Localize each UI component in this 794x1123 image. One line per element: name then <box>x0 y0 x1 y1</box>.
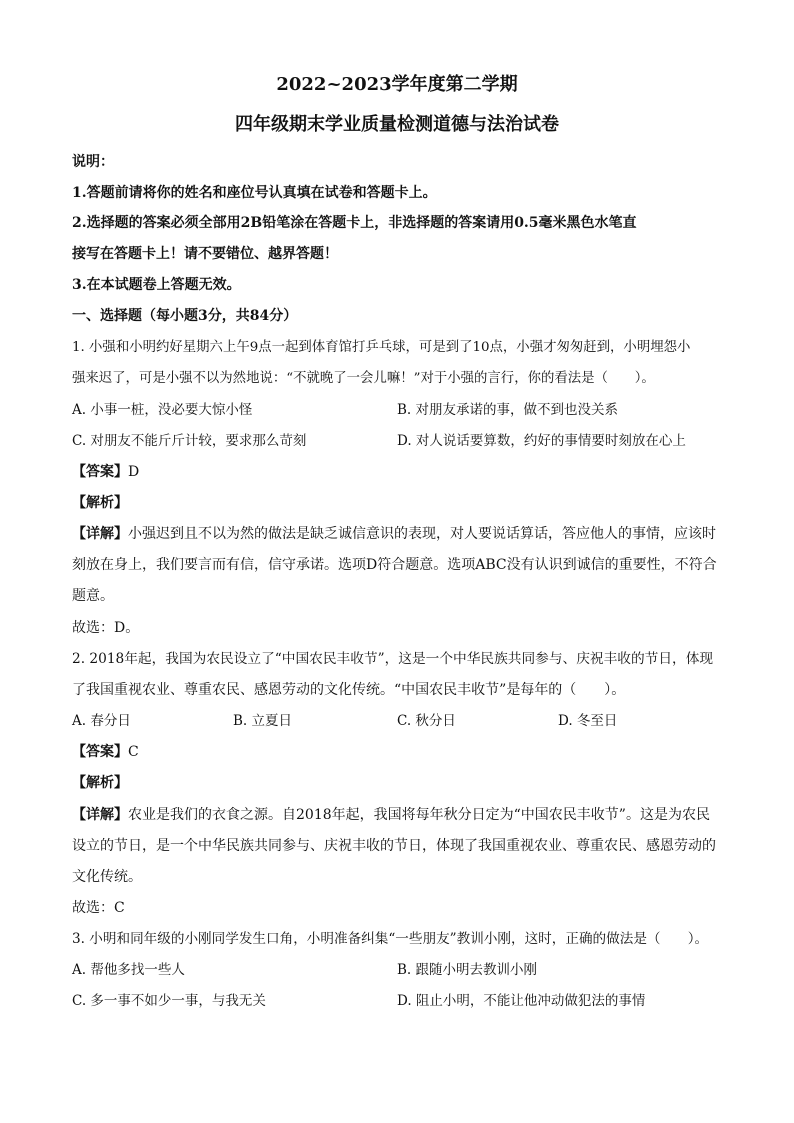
exam-title-line2: 四年级期末学业质量检测道德与法治试卷 <box>235 114 559 135</box>
q2-analysis-tag: 【解析】 <box>72 775 128 791</box>
q2-answer-value: C <box>128 744 139 760</box>
q1-detail-line1 <box>72 525 716 543</box>
q1-detail-line3: 题意。 <box>72 588 114 604</box>
q1-analysis-tag: 【解析】 <box>72 495 128 511</box>
detail-tag: 【详解】 <box>72 807 128 823</box>
q2-option-d: D. 冬至日 <box>558 713 618 729</box>
q1-detail-text1: 小强迟到且不以为然的做法是缺乏诚信意识的表现，对人要说话算话，答应他人的事情，应该时 <box>128 526 716 542</box>
q2-detail-line3: 文化传统。 <box>72 869 142 885</box>
q1-answer-value: D <box>128 464 140 480</box>
q1-option-b: B. 对朋友承诺的事，做不到也没关系 <box>397 402 619 418</box>
detail-tag: 【详解】 <box>72 526 128 542</box>
instruction-item-2-line2: 接写在答题卡上！请不要错位、越界答题！ <box>72 246 338 262</box>
exam-title-line1: 2022~2023学年度第二学期 <box>276 74 518 95</box>
q1-option-a: A. 小事一桩，没必要大惊小怪 <box>72 402 253 418</box>
q1-option-c: C. 对朋友不能斤斤计较，要求那么苛刻 <box>72 433 307 449</box>
q3-option-c: C. 多一事不如少一事，与我无关 <box>72 993 266 1009</box>
instruction-item-2-line1: 2.选择题的答案必须全部用2B铅笔涂在答题卡上，非选择题的答案请用0.5毫米黑色水笔直 <box>72 215 637 231</box>
q1-stem-line1: 1. 小强和小明约好星期六上午9点一起到体育馆打乒乓球，可是到了10点，小强才匆匆赶到，小明埋怨小 <box>72 340 691 355</box>
q3-option-d: D. 阻止小明，不能让他冲动做犯法的事情 <box>397 993 646 1009</box>
q3-stem-line1: 3. 小明和同年级的小刚同学发生口角，小明准备纠集“一些朋友”教训小刚，这时，正确的做法是（ ）。 <box>72 931 709 947</box>
instruction-item-1: 1.答题前请将你的姓名和座位号认真填在试卷和答题卡上。 <box>72 185 437 201</box>
q3-option-a: A. 帮他多找一些人 <box>72 962 185 978</box>
q1-option-d: D. 对人说话要算数，约好的事情要时刻放在心上 <box>397 433 686 449</box>
q2-detail-text1: 农业是我们的衣食之源。自2018年起，我国将每年秋分日定为“中国农民丰收节”。这是为农民 <box>128 807 710 823</box>
q2-stem-line2: 了我国重视农业、尊重农民、感恩劳动的文化传统。“中国农民丰收节”是每年的（ ）。 <box>72 682 626 698</box>
q2-answer-row <box>72 743 139 761</box>
q1-stem-line2: 强来迟了，可是小强不以为然地说：“不就晚了一会儿嘛！”对于小强的言行，你的看法是（ ）。 <box>72 371 655 386</box>
instruction-item-3: 3.在本试题卷上答题无效。 <box>72 277 241 293</box>
answer-tag: 【答案】 <box>72 744 128 760</box>
q1-choice: 故选：D。 <box>72 620 140 636</box>
q1-detail-line2: 刻放在身上，我们要言而有信，信守承诺。选项D符合题意。选项ABC没有认识到诚信的重要性，不符合 <box>72 557 717 573</box>
q3-option-b: B. 跟随小明去教训小刚 <box>397 962 538 978</box>
q2-option-a: A. 春分日 <box>72 713 131 729</box>
q2-stem-line1: 2. 2018年起，我国为农民设立了“中国农民丰收节”，这是一个中华民族共同参与、庆祝丰收的节日，体现 <box>72 651 714 667</box>
instructions-heading: 说明： <box>72 154 114 170</box>
q1-answer-row <box>72 463 139 481</box>
q2-option-b: B. 立夏日 <box>233 713 293 729</box>
q2-detail-line1 <box>72 806 710 824</box>
q2-option-c: C. 秋分日 <box>397 713 456 729</box>
q2-choice: 故选：C <box>72 900 125 916</box>
answer-tag: 【答案】 <box>72 464 128 480</box>
q2-detail-line2: 设立的节日，是一个中华民族共同参与、庆祝丰收的节日，体现了我国重视农业、尊重农民、感恩劳动的 <box>72 838 716 854</box>
section-heading-choice: 一、选择题（每小题3分，共84分） <box>72 308 298 324</box>
